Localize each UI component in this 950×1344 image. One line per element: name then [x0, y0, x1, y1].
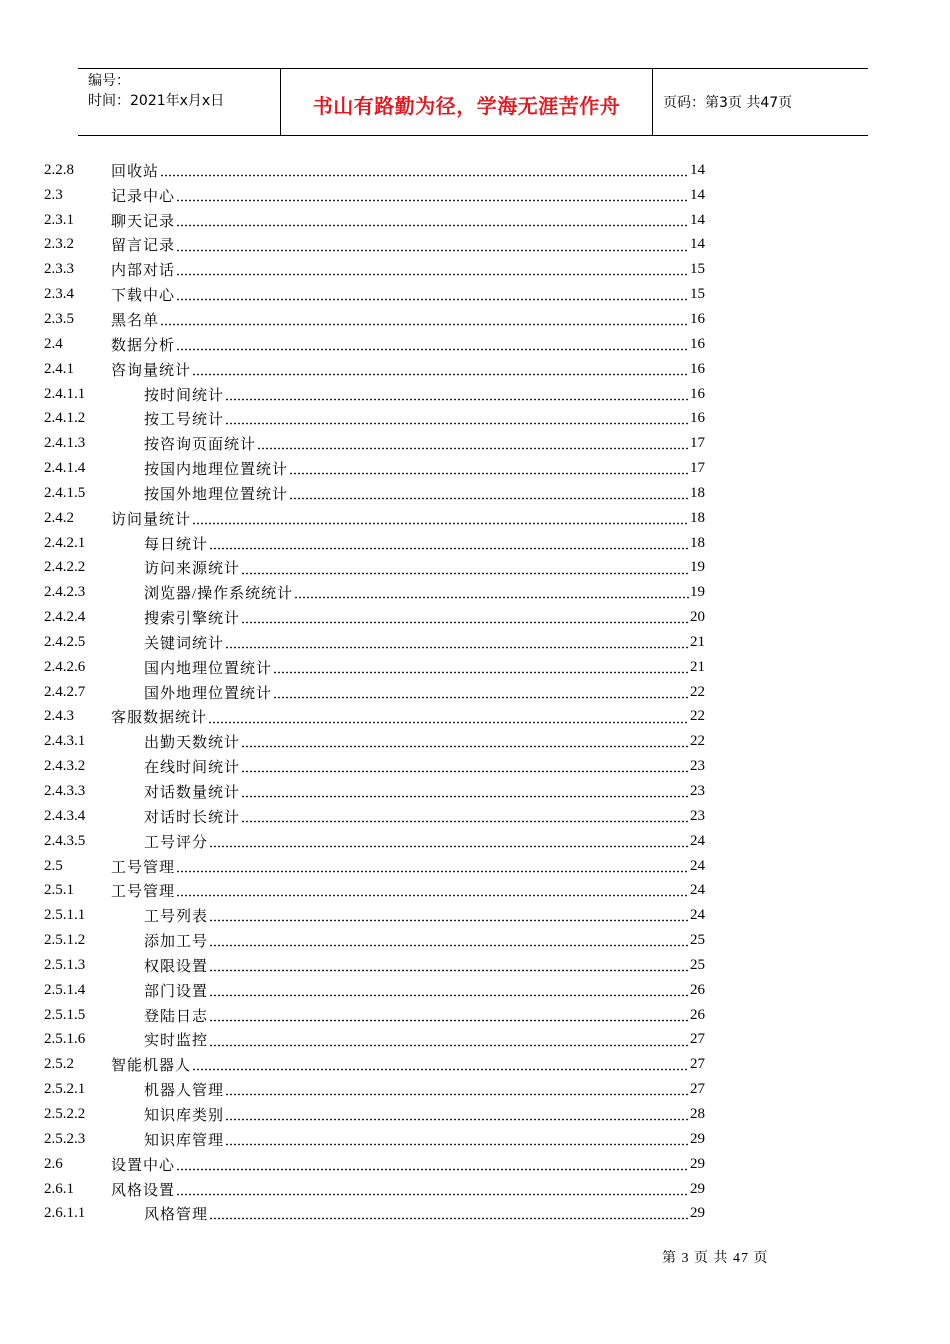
- toc-entry-title: 对话时长统计: [144, 809, 241, 826]
- toc-entry[interactable]: [0, 1177, 950, 1202]
- toc-entry[interactable]: [0, 431, 950, 456]
- toc-entry-number: 2.4.3.4: [44, 807, 86, 824]
- toc-entry-title: 访问量统计: [111, 511, 192, 528]
- toc-entry-title: 在线时间统计: [144, 760, 241, 777]
- toc-entry-title: 客服数据统计: [111, 710, 208, 727]
- page-footer: 第 3 页 共 47 页: [662, 1251, 769, 1266]
- toc-entry-page: 27: [690, 1056, 705, 1073]
- toc-dot-leader: [225, 630, 689, 655]
- toc-entry-page: 25: [690, 956, 705, 973]
- toc-entry-page: 22: [690, 683, 705, 700]
- document-time-label: 时间：2021年x月x日: [88, 93, 225, 109]
- toc-entry-title: 数据分析: [111, 337, 176, 354]
- toc-entry-body: [111, 307, 705, 332]
- toc-entry-number: 2.4.3.1: [44, 733, 86, 750]
- toc-entry-number: 2.4.3.2: [44, 758, 86, 775]
- toc-entry[interactable]: [0, 257, 950, 282]
- toc-entry-body: [144, 953, 705, 978]
- toc-dot-leader: [176, 282, 689, 307]
- toc-entry-page: 16: [690, 410, 705, 427]
- toc-entry-page: 19: [690, 559, 705, 576]
- page-header: [78, 68, 868, 136]
- toc-entry-body: [144, 1127, 705, 1152]
- toc-entry[interactable]: [0, 655, 950, 680]
- toc-entry-number: 2.5.1.5: [44, 1006, 86, 1023]
- toc-entry-body: [144, 1102, 705, 1127]
- toc-entry-title: 登陆日志: [144, 1008, 209, 1025]
- toc-entry-page: 28: [690, 1105, 705, 1122]
- toc-entry[interactable]: [0, 1077, 950, 1102]
- toc-entry-title: 黑名单: [111, 312, 160, 329]
- toc-entry-page: 24: [690, 832, 705, 849]
- toc-dot-leader: [176, 878, 689, 903]
- header-page-info: 页码：第3页 共47页: [663, 95, 793, 111]
- header-motto: 书山有路勤为径，学海无涯苦作舟: [281, 69, 653, 135]
- toc-entry-body: [111, 1152, 705, 1177]
- toc-entry-page: 24: [690, 882, 705, 899]
- toc-entry-title: 聊天记录: [111, 213, 176, 230]
- toc-entry-title: 风格管理: [144, 1207, 209, 1224]
- toc-entry-number: 2.4.2.3: [44, 584, 86, 601]
- toc-entry-number: 2.3.1: [44, 211, 74, 228]
- toc-entry-page: 21: [690, 633, 705, 650]
- toc-dot-leader: [209, 1028, 689, 1053]
- toc-entry[interactable]: [0, 1127, 950, 1152]
- toc-entry[interactable]: [0, 1102, 950, 1127]
- toc-entry-title: 部门设置: [144, 983, 209, 1000]
- toc-entry[interactable]: [0, 506, 950, 531]
- toc-entry-body: [144, 1201, 705, 1226]
- toc-entry-title: 权限设置: [144, 958, 209, 975]
- toc-dot-leader: [241, 779, 689, 804]
- toc-entry-number: 2.4.2.6: [44, 658, 86, 675]
- toc-entry-body: [144, 903, 705, 928]
- toc-entry-title: 浏览器/操作系统统计: [144, 586, 294, 603]
- header-meta: [78, 69, 281, 135]
- toc-entry-body: [144, 1028, 705, 1053]
- toc-entry-number: 2.4.1: [44, 360, 74, 377]
- toc-entry[interactable]: [0, 233, 950, 258]
- toc-entry-title: 对话数量统计: [144, 785, 241, 802]
- toc-entry-page: 16: [690, 310, 705, 327]
- toc-entry-page: 17: [690, 435, 705, 452]
- toc-dot-leader: [176, 1177, 689, 1202]
- toc-entry-page: 29: [690, 1130, 705, 1147]
- toc-entry-title: 出勤天数统计: [144, 735, 241, 752]
- toc-entry-body: [111, 1052, 705, 1077]
- toc-dot-leader: [225, 382, 689, 407]
- toc-entry-body: [111, 183, 705, 208]
- toc-entry-number: 2.4.2.1: [44, 534, 86, 551]
- toc-entry[interactable]: [0, 1003, 950, 1028]
- toc-entry-page: 26: [690, 1006, 705, 1023]
- toc-entry-title: 工号管理: [111, 884, 176, 901]
- toc-entry-title: 知识库管理: [144, 1132, 225, 1149]
- toc-entry-title: 知识库类别: [144, 1107, 225, 1124]
- toc-entry-title: 工号列表: [144, 909, 209, 926]
- toc-entry-body: [144, 978, 705, 1003]
- toc-entry-page: 22: [690, 708, 705, 725]
- toc-entry-number: 2.4.3.3: [44, 783, 86, 800]
- toc-dot-leader: [176, 332, 689, 357]
- toc-entry[interactable]: [0, 1152, 950, 1177]
- toc-entry-body: [111, 332, 705, 357]
- toc-entry[interactable]: [0, 605, 950, 630]
- toc-entry-number: 2.4.2.5: [44, 633, 86, 650]
- toc-entry-title: 按时间统计: [144, 387, 225, 404]
- toc-entry-body: [144, 1077, 705, 1102]
- toc-entry[interactable]: [0, 630, 950, 655]
- toc-entry-title: 机器人管理: [144, 1083, 225, 1100]
- toc-entry[interactable]: [0, 1028, 950, 1053]
- toc-dot-leader: [209, 928, 689, 953]
- toc-dot-leader: [294, 580, 689, 605]
- toc-entry-page: 20: [690, 609, 705, 626]
- toc-entry-title: 下载中心: [111, 288, 176, 305]
- toc-entry[interactable]: [0, 978, 950, 1003]
- toc-entry-page: 15: [690, 261, 705, 278]
- toc-entry-number: 2.2.8: [44, 161, 74, 178]
- toc-entry-number: 2.4.2: [44, 509, 74, 526]
- toc-entry-number: 2.5.2.3: [44, 1130, 86, 1147]
- toc-entry-body: [144, 779, 705, 804]
- toc-dot-leader: [176, 183, 689, 208]
- toc-entry-page: 14: [690, 236, 705, 253]
- toc-entry-body: [144, 829, 705, 854]
- toc-entry-body: [111, 506, 705, 531]
- toc-entry-page: 22: [690, 733, 705, 750]
- toc-entry-page: 29: [690, 1180, 705, 1197]
- toc-entry-body: [111, 854, 705, 879]
- toc-entry-number: 2.4.1.4: [44, 460, 86, 477]
- toc-entry-body: [111, 1177, 705, 1202]
- toc-dot-leader: [209, 531, 689, 556]
- toc-entry[interactable]: [0, 705, 950, 730]
- toc-dot-leader: [208, 705, 689, 730]
- toc-entry-number: 2.5.1.4: [44, 981, 86, 998]
- toc-entry-number: 2.5: [44, 857, 63, 874]
- toc-entry-body: [111, 357, 705, 382]
- toc-entry[interactable]: [0, 456, 950, 481]
- toc-entry[interactable]: [0, 729, 950, 754]
- toc-entry[interactable]: [0, 878, 950, 903]
- toc-entry[interactable]: [0, 208, 950, 233]
- toc-dot-leader: [225, 1077, 689, 1102]
- toc-entry-page: 16: [690, 385, 705, 402]
- toc-dot-leader: [176, 257, 689, 282]
- toc-entry-number: 2.4.2.7: [44, 683, 86, 700]
- toc-entry-title: 国外地理位置统计: [144, 685, 273, 702]
- toc-entry-body: [144, 531, 705, 556]
- toc-entry-title: 国内地理位置统计: [144, 660, 273, 677]
- toc-entry-page: 15: [690, 286, 705, 303]
- toc-entry-page: 25: [690, 932, 705, 949]
- table-of-contents: [0, 158, 950, 1226]
- toc-entry[interactable]: [0, 556, 950, 581]
- toc-entry[interactable]: [0, 854, 950, 879]
- toc-entry-number: 2.3.4: [44, 286, 74, 303]
- toc-entry-number: 2.3.2: [44, 236, 74, 253]
- toc-entry-number: 2.6.1: [44, 1180, 74, 1197]
- toc-dot-leader: [289, 481, 689, 506]
- toc-entry[interactable]: [0, 779, 950, 804]
- toc-entry-number: 2.4.1.1: [44, 385, 86, 402]
- document-number-label: 编号：: [88, 73, 130, 89]
- toc-entry-title: 访问来源统计: [144, 561, 241, 578]
- toc-dot-leader: [289, 456, 689, 481]
- toc-entry[interactable]: [0, 158, 950, 183]
- toc-entry-body: [144, 580, 705, 605]
- toc-dot-leader: [192, 357, 689, 382]
- toc-dot-leader: [176, 233, 689, 258]
- toc-entry-body: [144, 605, 705, 630]
- toc-entry-body: [144, 754, 705, 779]
- toc-entry[interactable]: [0, 307, 950, 332]
- toc-entry-body: [111, 705, 705, 730]
- toc-entry-body: [111, 257, 705, 282]
- toc-dot-leader: [225, 406, 689, 431]
- toc-entry-page: 19: [690, 584, 705, 601]
- toc-entry-page: 24: [690, 907, 705, 924]
- toc-entry-number: 2.4.2.2: [44, 559, 86, 576]
- toc-entry-page: 16: [690, 335, 705, 352]
- toc-entry[interactable]: [0, 804, 950, 829]
- toc-entry-body: [144, 1003, 705, 1028]
- toc-entry[interactable]: [0, 531, 950, 556]
- toc-dot-leader: [257, 431, 689, 456]
- toc-entry-title: 工号管理: [111, 859, 176, 876]
- toc-entry-page: 18: [690, 484, 705, 501]
- toc-entry-title: 添加工号: [144, 934, 209, 951]
- toc-entry-body: [111, 233, 705, 258]
- toc-dot-leader: [176, 854, 689, 879]
- toc-entry-body: [111, 282, 705, 307]
- toc-entry-title: 关键词统计: [144, 635, 225, 652]
- toc-entry-number: 2.4.1.2: [44, 410, 86, 427]
- toc-entry-page: 16: [690, 360, 705, 377]
- toc-dot-leader: [273, 680, 689, 705]
- toc-entry-body: [144, 481, 705, 506]
- toc-entry-body: [111, 208, 705, 233]
- toc-entry[interactable]: [0, 1052, 950, 1077]
- toc-entry[interactable]: [0, 183, 950, 208]
- toc-entry-number: 2.4.3.5: [44, 832, 86, 849]
- toc-dot-leader: [176, 208, 689, 233]
- toc-entry-body: [144, 655, 705, 680]
- toc-entry-body: [144, 431, 705, 456]
- toc-entry-number: 2.5.2: [44, 1056, 74, 1073]
- toc-entry-number: 2.5.1.6: [44, 1031, 86, 1048]
- toc-entry[interactable]: [0, 903, 950, 928]
- toc-entry-title: 搜索引擎统计: [144, 611, 241, 628]
- toc-entry-number: 2.6: [44, 1155, 63, 1172]
- toc-entry-page: 27: [690, 1031, 705, 1048]
- toc-entry-body: [111, 878, 705, 903]
- toc-entry[interactable]: [0, 332, 950, 357]
- toc-entry-number: 2.5.1.3: [44, 956, 86, 973]
- toc-entry-title: 留言记录: [111, 238, 176, 255]
- toc-dot-leader: [209, 978, 689, 1003]
- toc-entry[interactable]: [0, 481, 950, 506]
- toc-dot-leader: [241, 556, 689, 581]
- toc-entry-title: 记录中心: [111, 188, 176, 205]
- toc-entry-title: 设置中心: [111, 1157, 176, 1174]
- toc-entry[interactable]: [0, 580, 950, 605]
- toc-entry-number: 2.3.3: [44, 261, 74, 278]
- toc-entry-body: [144, 630, 705, 655]
- toc-entry-title: 风格设置: [111, 1182, 176, 1199]
- toc-entry-page: 23: [690, 758, 705, 775]
- toc-dot-leader: [176, 1152, 689, 1177]
- toc-entry-page: 29: [690, 1205, 705, 1222]
- toc-entry[interactable]: [0, 282, 950, 307]
- toc-entry-page: 23: [690, 807, 705, 824]
- toc-dot-leader: [241, 804, 689, 829]
- toc-dot-leader: [273, 655, 689, 680]
- toc-entry-title: 智能机器人: [111, 1058, 192, 1075]
- toc-dot-leader: [192, 1052, 689, 1077]
- toc-entry-page: 23: [690, 783, 705, 800]
- toc-dot-leader: [241, 754, 689, 779]
- toc-entry[interactable]: [0, 754, 950, 779]
- toc-entry-title: 咨询量统计: [111, 362, 192, 379]
- toc-entry-number: 2.3.5: [44, 310, 74, 327]
- toc-entry-body: [144, 928, 705, 953]
- toc-dot-leader: [209, 903, 689, 928]
- toc-dot-leader: [209, 1003, 689, 1028]
- toc-entry-number: 2.4.3: [44, 708, 74, 725]
- toc-entry-title: 按国内地理位置统计: [144, 462, 289, 479]
- toc-dot-leader: [225, 1127, 689, 1152]
- toc-entry[interactable]: [0, 928, 950, 953]
- toc-entry-page: 17: [690, 460, 705, 477]
- toc-dot-leader: [225, 1102, 689, 1127]
- toc-entry-title: 每日统计: [144, 536, 209, 553]
- toc-entry-number: 2.5.2.2: [44, 1105, 86, 1122]
- toc-entry-number: 2.3: [44, 186, 63, 203]
- toc-entry-number: 2.4.1.5: [44, 484, 86, 501]
- toc-entry-page: 21: [690, 658, 705, 675]
- toc-entry-body: [144, 382, 705, 407]
- toc-entry-title: 工号评分: [144, 834, 209, 851]
- toc-entry-page: 27: [690, 1081, 705, 1098]
- toc-dot-leader: [160, 307, 689, 332]
- toc-entry-number: 2.5.1.1: [44, 907, 86, 924]
- toc-entry[interactable]: [0, 680, 950, 705]
- toc-dot-leader: [209, 829, 689, 854]
- toc-entry-number: 2.5.1: [44, 882, 74, 899]
- toc-entry[interactable]: [0, 829, 950, 854]
- toc-entry-body: [144, 804, 705, 829]
- toc-entry-page: 14: [690, 211, 705, 228]
- toc-entry-page: 26: [690, 981, 705, 998]
- toc-entry-title: 实时监控: [144, 1033, 209, 1050]
- toc-entry-body: [144, 406, 705, 431]
- toc-dot-leader: [241, 729, 689, 754]
- toc-entry-page: 14: [690, 186, 705, 203]
- toc-entry-page: 18: [690, 534, 705, 551]
- toc-entry-body: [144, 456, 705, 481]
- toc-entry-number: 2.6.1.1: [44, 1205, 86, 1222]
- toc-entry-number: 2.4.1.3: [44, 435, 86, 452]
- toc-entry-number: 2.5.1.2: [44, 932, 86, 949]
- toc-entry-title: 按国外地理位置统计: [144, 486, 289, 503]
- toc-entry-title: 按咨询页面统计: [144, 437, 257, 454]
- toc-dot-leader: [160, 158, 689, 183]
- toc-entry-page: 14: [690, 161, 705, 178]
- toc-entry-body: [144, 729, 705, 754]
- toc-dot-leader: [241, 605, 689, 630]
- toc-entry[interactable]: [0, 1201, 950, 1226]
- toc-entry[interactable]: [0, 406, 950, 431]
- toc-dot-leader: [192, 506, 689, 531]
- toc-entry[interactable]: [0, 357, 950, 382]
- toc-entry-page: 24: [690, 857, 705, 874]
- toc-entry-title: 内部对话: [111, 263, 176, 280]
- toc-entry-number: 2.5.2.1: [44, 1081, 86, 1098]
- toc-entry-page: 18: [690, 509, 705, 526]
- toc-dot-leader: [209, 953, 689, 978]
- toc-entry-number: 2.4: [44, 335, 63, 352]
- toc-entry-page: 29: [690, 1155, 705, 1172]
- toc-entry-body: [111, 158, 705, 183]
- toc-entry-number: 2.4.2.4: [44, 609, 86, 626]
- toc-entry-title: 回收站: [111, 163, 160, 180]
- toc-dot-leader: [209, 1201, 689, 1226]
- toc-entry[interactable]: [0, 382, 950, 407]
- toc-entry-title: 按工号统计: [144, 412, 225, 429]
- toc-entry[interactable]: [0, 953, 950, 978]
- toc-entry-body: [144, 556, 705, 581]
- toc-entry-body: [144, 680, 705, 705]
